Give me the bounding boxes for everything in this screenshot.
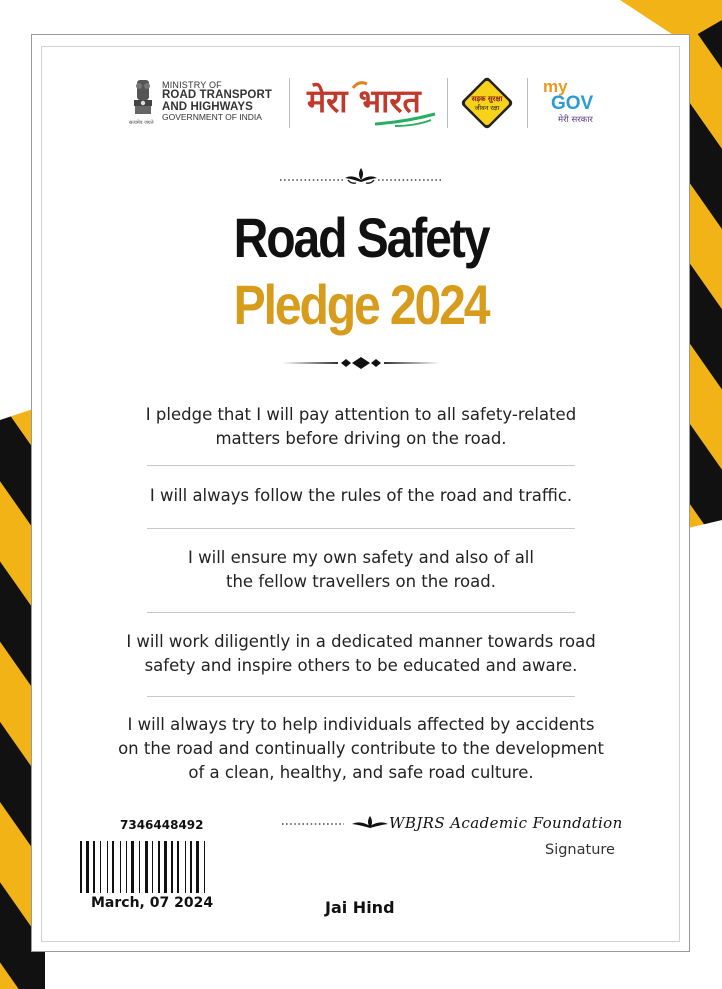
pledge-item: I pledge that I will pay attention to all safety-related matters before driving on the road. — [145, 405, 577, 448]
ornament-divider-middle — [280, 354, 442, 372]
meri-bharat-text: मेरा भारत — [307, 82, 421, 120]
pledge-item: I will always try to help individuals affected by accidents on the road and continually contribute to the development of a clean, healthy, and safe road culture. — [118, 715, 604, 782]
ministry-logo — [129, 78, 289, 128]
ministry-line2: ROAD TRANSPORT — [162, 89, 273, 101]
mygov-tagline: मेरी सरकार — [558, 115, 593, 125]
pledge-separator — [147, 696, 575, 697]
pledge-separator — [147, 528, 575, 529]
header-divider — [289, 78, 290, 128]
road-safety-sign-line1: सड़क सुरक्षा — [471, 95, 503, 103]
pledge-item: I will ensure my own safety and also of all the fellow travellers on the road. — [188, 548, 534, 591]
ministry-line1: MINISTRY OF — [162, 80, 222, 90]
header-divider — [447, 78, 448, 128]
ministry-line3: AND HIGHWAYS — [162, 100, 253, 113]
pledge-date: March, 07 2024 — [91, 895, 214, 911]
ornament-divider-top — [278, 165, 444, 187]
ministry-motto: सत्यमेव जयते — [129, 120, 154, 126]
signature-ornament — [280, 812, 390, 836]
pledge-item: I will always follow the rules of the road and traffic. — [149, 486, 573, 505]
header-divider — [527, 78, 528, 128]
page-title: Road Safety — [233, 206, 489, 269]
mygov-logo — [540, 76, 604, 130]
meri-bharat-logo — [305, 72, 440, 132]
mygov-gov: GOV — [551, 93, 594, 114]
pledge-item: I will work diligently in a dedicated manner towards road safety and inspire others to be educated and aware. — [126, 632, 596, 675]
page-subtitle: Pledge 2024 — [233, 273, 489, 336]
barcode-icon — [80, 841, 262, 893]
road-safety-sign-logo — [455, 71, 519, 135]
road-safety-sign-line2: जीवन रक्षा — [474, 104, 500, 112]
ministry-line4: GOVERNMENT OF INDIA — [162, 112, 262, 122]
signature-text: WBJRS Academic Foundation — [389, 814, 623, 832]
mygov-my: my — [543, 77, 568, 96]
closing-text: Jai Hind — [325, 898, 395, 917]
barcode-number: 7346448492 — [120, 818, 204, 832]
pledge-separator — [147, 612, 575, 613]
pledge-separator — [147, 465, 575, 466]
signature-label: Signature — [545, 842, 615, 858]
national-emblem-icon — [129, 78, 157, 124]
